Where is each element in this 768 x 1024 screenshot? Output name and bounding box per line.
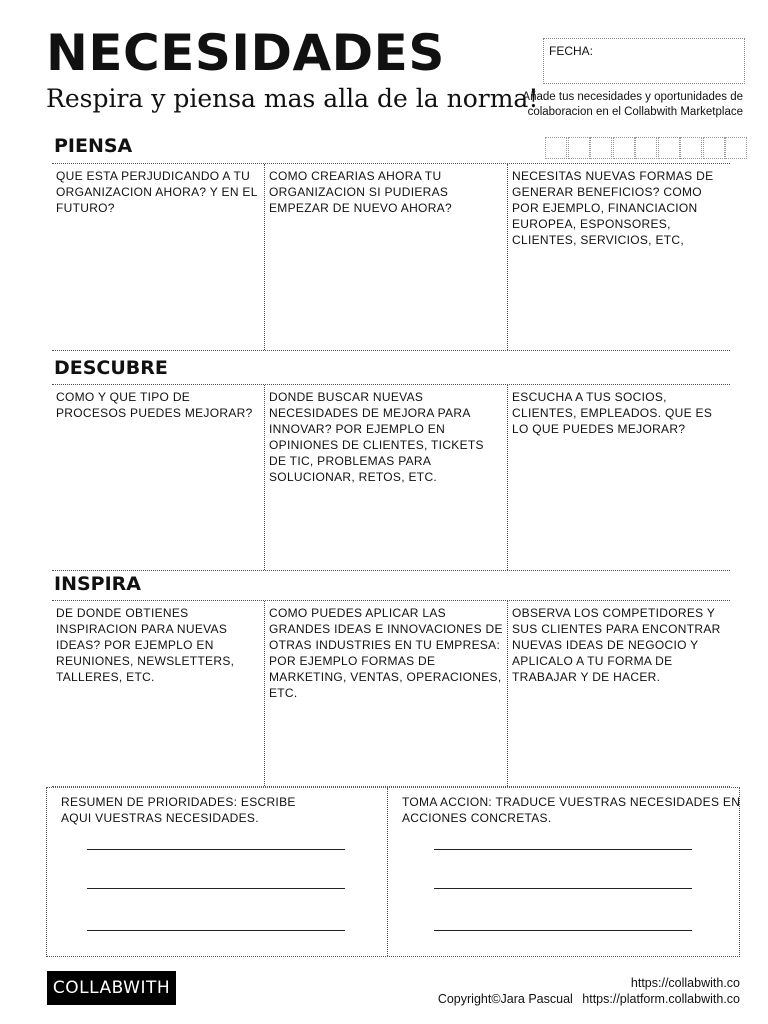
section-title-descubre: DESCUBRE [54, 357, 168, 379]
writing-line[interactable] [434, 930, 692, 931]
actions-prompt: TOMA ACCION: TRADUCE VUESTRAS NECESIDADES EN ACCIONES CONCRETAS. [402, 795, 741, 825]
date-box[interactable] [725, 137, 747, 159]
date-box[interactable] [545, 137, 567, 159]
marketplace-note: Añade tus necesidades y oportunidades de colaboracion en el Collabwith Marketplace [522, 91, 743, 118]
page-subtitle: Respira y piensa mas alla de la norma! [46, 84, 539, 113]
date-box-row [545, 137, 748, 159]
writing-line[interactable] [434, 849, 692, 850]
writing-line[interactable] [87, 888, 345, 889]
section-title-piensa: PIENSA [54, 135, 133, 157]
date-box[interactable] [613, 137, 635, 159]
prompt-cell[interactable]: COMO PUEDES APLICAR LAS GRANDES IDEAS E INNOVACIONES DE OTRAS INDUSTRIES EN TU EMPRESA: POR EJEMPLO FORMAS DE MARKETING, VENTAS, OPERACIONES, ETC. [265, 601, 508, 786]
footer-row [432, 992, 740, 1006]
prompt-cell[interactable]: ESCUCHA A TUS SOCIOS, CLIENTES, EMPLEADOS. QUE ES LO QUE PUEDES MEJORAR? [512, 390, 713, 436]
section-grid-piensa [52, 163, 730, 351]
actions-panel[interactable] [388, 788, 739, 956]
date-box[interactable] [703, 137, 725, 159]
date-box[interactable] [635, 137, 657, 159]
copyright-text: Copyright©Jara Pascual [437, 992, 573, 1006]
website-link[interactable]: https://collabwith.co [630, 976, 740, 990]
writing-line[interactable] [87, 930, 345, 931]
section-grid-inspira [52, 600, 730, 787]
date-field[interactable] [543, 38, 745, 84]
prompt-cell[interactable]: COMO CREARIAS AHORA TU ORGANIZACION SI PUDIERAS EMPEZAR DE NUEVO AHORA? [265, 164, 508, 350]
date-box[interactable] [680, 137, 702, 159]
collabwith-logo: COLLABWITH [47, 971, 176, 1005]
page-title: NECESIDADES [46, 24, 445, 82]
prompt-cell[interactable]: QUE ESTA PERJUDICANDO A TU ORGANIZACION AHORA? Y EN EL FUTURO? [52, 164, 265, 350]
prompt-cell[interactable]: DONDE BUSCAR NUEVAS NECESIDADES DE MEJORA PARA INNOVAR? POR EJEMPLO EN OPINIONES DE CLIENTES, TICKETS DE TIC, PROBLEMAS PARA SOLUCIONAR, RETOS, ETC. [265, 385, 508, 570]
date-box[interactable] [568, 137, 590, 159]
prompt-cell[interactable]: DE DONDE OBTIENES INSPIRACION PARA NUEVAS IDEAS? POR EJEMPLO EN REUNIONES, NEWSLETTERS, TALLERES, ETC. [52, 601, 265, 786]
date-box[interactable] [658, 137, 680, 159]
prompt-cell[interactable]: NECESITAS NUEVAS FORMAS DE GENERAR BENEFICIOS? COMO POR EJEMPLO, FINANCIACION EUROPEA, ESPONSORES, CLIENTES, SERVICIOS, ETC, [512, 169, 714, 247]
date-label: FECHA: [549, 44, 594, 58]
date-box[interactable] [590, 137, 612, 159]
prompt-cell[interactable]: OBSERVA LOS COMPETIDORES Y SUS CLIENTES PARA ENCONTRAR NUEVAS IDEAS DE NEGOCIO Y APLICALO A TU FORMA DE TRABAJAR Y DE HACER. [512, 606, 721, 684]
section-title-inspira: INSPIRA [54, 573, 141, 595]
action-section [46, 787, 740, 957]
writing-line[interactable] [434, 888, 692, 889]
prompt-cell[interactable]: COMO Y QUE TIPO DE PROCESOS PUEDES MEJORAR? [52, 385, 265, 570]
writing-line[interactable] [87, 849, 345, 850]
priorities-panel[interactable] [47, 788, 388, 956]
section-grid-descubre [52, 384, 730, 571]
priorities-prompt: RESUMEN DE PRIORIDADES: ESCRIBE AQUI VUESTRAS NECESIDADES. [61, 795, 296, 825]
platform-link[interactable]: https://platform.collabwith.co [582, 992, 740, 1006]
